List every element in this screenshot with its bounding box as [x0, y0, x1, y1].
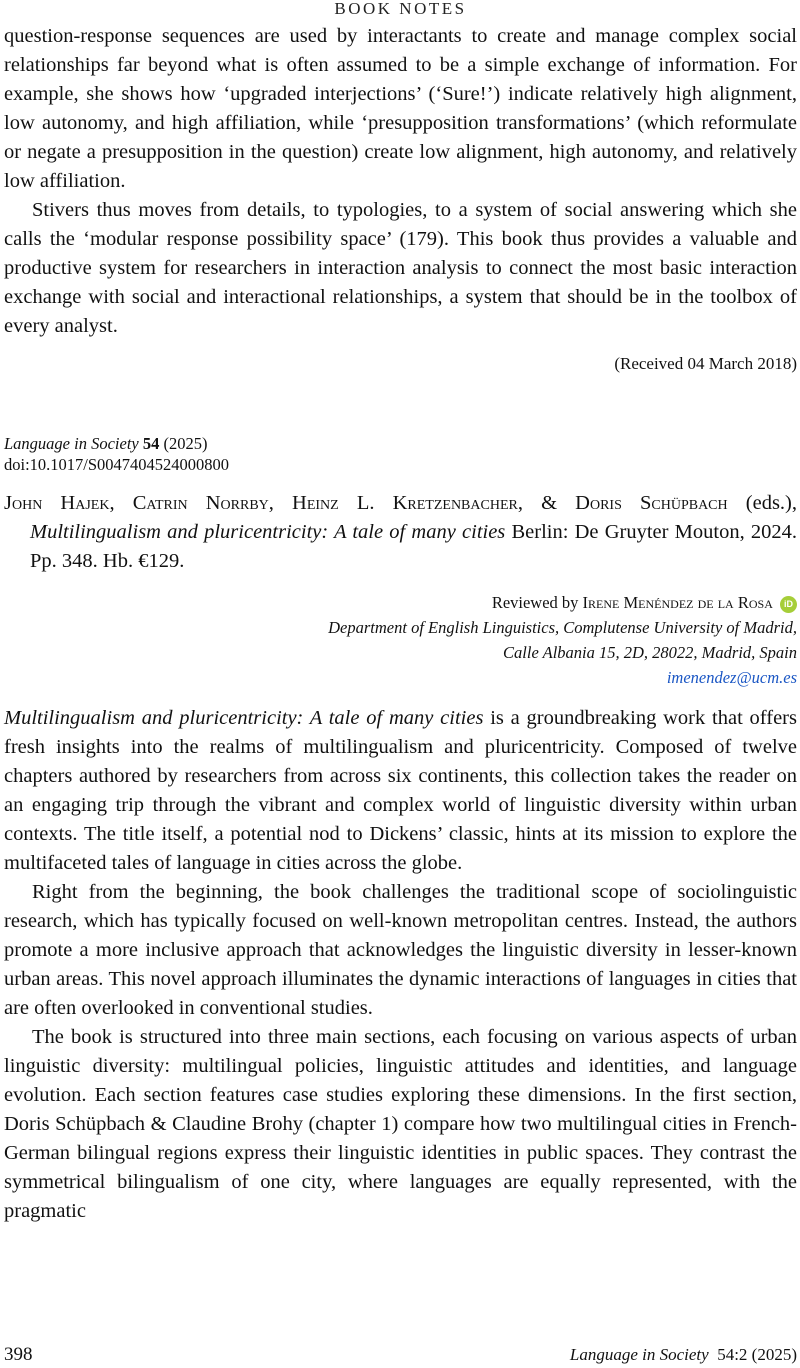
received-date: (Received 04 March 2018) [614, 354, 797, 373]
previous-review-paragraph-2: Stivers thus moves from details, to typologies, to a system of social answering which she calls the ‘modular response possibility space’ (179). This book thus provides a valuable and productive system for researchers in interaction analysis to connect the most basic interaction exchange with social and interactional relationships, a system that should be in the toolbox of every analyst. [4, 199, 797, 337]
journal-name: Language in Society [4, 434, 139, 453]
journal-meta [4, 433, 797, 475]
footer-journal [570, 1343, 797, 1367]
journal-year: (2025) [163, 434, 208, 453]
book-citation [4, 489, 797, 576]
journal-volume: 54 [142, 434, 160, 453]
reviewer-prefix: Reviewed by [491, 593, 579, 612]
doi: doi:10.1017/S0047404524000800 [4, 455, 230, 474]
reviewer-affiliation: Department of English Linguistics, Complutense University of Madrid, [328, 618, 797, 637]
book-eds: (eds.), [745, 492, 797, 514]
reviewer-block [4, 590, 797, 690]
reviewer-email[interactable]: imenendez@ucm.es [666, 668, 797, 687]
reviewer-address: Calle Albania 15, 2D, 28022, Madrid, Spain [503, 643, 797, 662]
review-paragraph-2: Right from the beginning, the book challenges the traditional scope of sociolinguistic research, which has typically focused on well-known metropolitan centres. Instead, the authors promote a more inclusive approach that acknowledges the linguistic diversity in lesser-known urban areas. This novel approach illuminates the dynamic interactions of languages in cities that are often overlooked in conventional studies. [4, 881, 797, 1019]
book-publisher: Berlin: De Gruyter Mouton, 2024. Pp. 348. Hb. €129. [30, 521, 798, 572]
review-paragraph-1-text: is a groundbreaking work that offers fresh insights into the realms of multilingualism and pluricentricity. Composed of twelve chapters authored by researchers from across six continents, this collection takes the reader on an engaging trip through the vibrant and complex world of linguistic diversity within urban contexts. The title itself, a potential nod to Dickens’ classic, hints at its mission to explore the multifaceted tales of language in cities across the globe. [4, 707, 797, 874]
orcid-icon[interactable]: iD [780, 596, 797, 613]
review-paragraph-1 [4, 704, 797, 878]
book-title: Multilingualism and pluricentricity: A tale of many cities [30, 521, 506, 543]
running-head: BOOK NOTES [334, 0, 467, 18]
previous-review-paragraph-1: question-response sequences are used by interactants to create and manage complex social relationships far beyond what is often assumed to be a simple exchange of information. For example, she shows how ‘upgraded interjections’ (‘Sure!’) indicate relatively high alignment, low autonomy, and high affiliation, while ‘presupposition transformations’ (which reformulate or negate a presupposition in the question) create low alignment, high autonomy, and relatively low affiliation. [4, 25, 797, 192]
review-body [4, 704, 797, 1226]
page-footer [4, 1343, 797, 1367]
review-paragraph-3: The book is structured into three main sections, each focusing on various aspects of urban linguistic diversity: multilingual policies, linguistic attitudes and identities, and language evolution. Each section features case studies exploring these dimensions. In the first section, Doris Schüpbach & Claudine Brohy (chapter 1) compare how two multilingual cities in French-German bilingual regions express their linguistic identities in public spaces. They contrast the symmetrical bilingualism of one city, where languages are equally represented, with the pragmatic [4, 1026, 797, 1222]
footer-journal-name: Language in Society [569, 1345, 709, 1364]
page-number: 398 [4, 1344, 33, 1365]
review-book-title: Multilingualism and pluricentricity: A tale of many cities [4, 707, 484, 729]
book-editors: John Hajek, Catrin Norrby, Heinz L. Kretzenbacher, & Doris Schüpbach [4, 492, 728, 514]
reviewer-name: Irene Menéndez de la Rosa [582, 593, 773, 612]
page [4, 0, 797, 1226]
footer-issue: 54:2 (2025) [717, 1345, 797, 1364]
